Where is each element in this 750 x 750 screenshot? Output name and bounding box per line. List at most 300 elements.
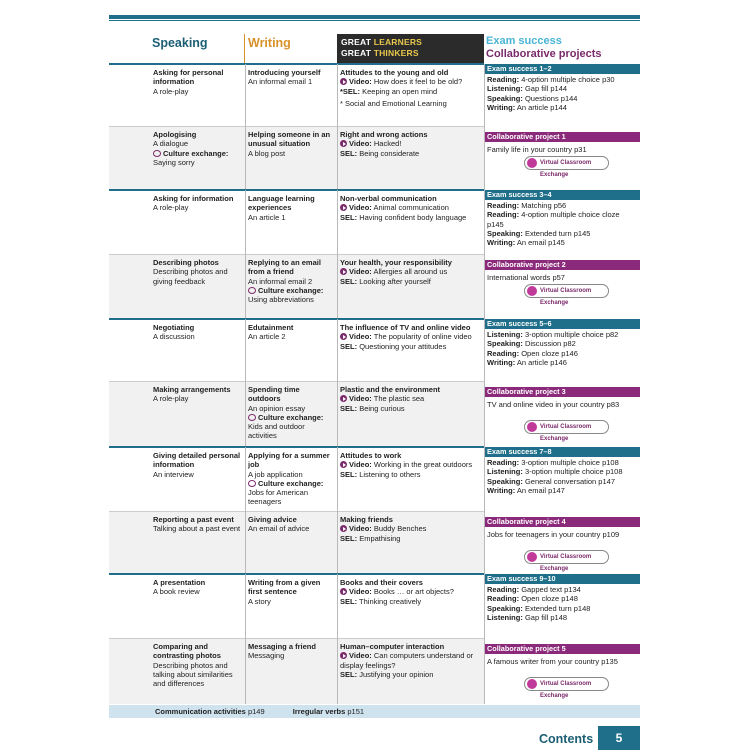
- culture-exchange-icon: [248, 480, 256, 487]
- exam-line-key: Reading:: [487, 594, 520, 604]
- exam-line-key: Speaking:: [487, 228, 523, 238]
- writing-title: Replying to an email from a friend: [248, 258, 321, 277]
- unit-2-mid-line: [109, 254, 484, 255]
- footer-irr-label: Irregular verbs: [292, 707, 346, 716]
- great-2a: GREAT: [341, 48, 374, 58]
- gl-title: Attitudes to work: [340, 451, 402, 460]
- exam-line-value: 4-option multiple choice cloze p145: [487, 210, 620, 229]
- collab-project-header: Collaborative project 3: [485, 387, 640, 397]
- gl-video-line: [340, 651, 482, 670]
- exam-line-key: Speaking:: [487, 603, 523, 613]
- great-learners-cell: [340, 130, 482, 158]
- unit-4-separator: [109, 446, 484, 448]
- exam-line-key: Listening:: [487, 330, 523, 339]
- writing-title: Edutainment: [248, 323, 294, 332]
- exam-line: [487, 486, 637, 495]
- exam-line-value: Gapped text p134: [521, 585, 581, 594]
- gl-sel-line: [340, 213, 482, 222]
- speaking-title: Negotiating: [153, 323, 195, 332]
- gl-video-line: [340, 267, 482, 276]
- great-learners-cell: [340, 578, 482, 606]
- gl-sel-line: [340, 149, 482, 158]
- exam-line-key: Reading:: [487, 210, 520, 220]
- video-icon: [340, 78, 347, 85]
- writing-sub: An informal email 1: [248, 77, 313, 87]
- writing-culture: [248, 413, 334, 422]
- speaking-cell: [153, 451, 241, 479]
- speaking-sub: A role-play: [153, 394, 189, 404]
- header-great-learners: [337, 34, 484, 63]
- video-label: Video:: [349, 524, 372, 534]
- exam-success-body: [487, 585, 637, 622]
- speaking-sub: A role-play: [153, 203, 189, 213]
- writing-cell: [248, 323, 334, 342]
- gl-title: Non-verbal communication: [340, 194, 437, 203]
- footer-bar: [109, 705, 640, 718]
- exam-success-body: [487, 458, 637, 495]
- video-label: Video:: [349, 267, 372, 277]
- unit-3-col-line-0: [245, 319, 246, 447]
- writing-sub: An opinion essay: [248, 403, 306, 413]
- contents-label: Contents: [539, 732, 594, 746]
- unit-3-col-line-1: [337, 319, 338, 447]
- sel-label: SEL:: [340, 276, 358, 286]
- exam-line-value: An email p145: [516, 238, 565, 248]
- gl-video: Working in the great outdoors: [373, 460, 473, 470]
- footer-comm-label: Communication activities: [155, 707, 246, 716]
- exam-line-key: Reading:: [487, 201, 520, 210]
- page-number: 5: [598, 726, 640, 750]
- vce-logo-icon: [527, 552, 537, 562]
- great-learners-cell: [340, 258, 482, 286]
- video-label: Video:: [349, 139, 372, 149]
- writing-sub: A story: [248, 596, 271, 606]
- video-label: Video:: [349, 332, 372, 342]
- speaking-title: Making arrangements: [153, 385, 231, 394]
- writing-culture: [248, 286, 334, 295]
- exam-line-value: 3-option multiple choice p108: [521, 458, 619, 467]
- gl-video-line: [340, 394, 482, 403]
- exam-success-header: Exam success 5–6: [485, 319, 640, 329]
- virtual-classroom-exchange-button[interactable]: [524, 550, 609, 572]
- writing-culture-sub: Kids and outdoor activities: [248, 422, 305, 441]
- great-2b: THINKERS: [373, 48, 419, 58]
- unit-1-col-line-0: [245, 64, 246, 190]
- exam-success-header: Exam success 1–2: [485, 64, 640, 74]
- exam-line-value: General conversation p147: [524, 476, 615, 486]
- writing-cell: [248, 194, 334, 222]
- exam-line-key: Writing:: [487, 238, 516, 248]
- gl-video: Books … or art objects?: [373, 587, 454, 597]
- unit-5-col-line-1: [337, 574, 338, 704]
- top-rule: [109, 15, 640, 19]
- great-learners-cell: [340, 642, 482, 679]
- exam-line-key: Reading:: [487, 348, 520, 358]
- gl-title: The influence of TV and online video: [340, 323, 471, 332]
- great-1b: LEARNERS: [373, 37, 423, 47]
- virtual-classroom-exchange-button[interactable]: [524, 284, 609, 306]
- speaking-title: A presentation: [153, 578, 206, 587]
- exam-line-key: Reading:: [487, 458, 520, 467]
- writing-cell: [248, 258, 334, 304]
- exam-line-key: Writing:: [487, 102, 516, 112]
- writing-cell: [248, 130, 334, 158]
- culture-exchange-icon: [153, 150, 161, 157]
- speaking-title: Asking for information: [153, 194, 234, 203]
- gl-sel: Thinking creatively: [359, 596, 422, 606]
- exam-line-value: Discussion p82: [524, 339, 576, 349]
- exam-line-key: Reading:: [487, 75, 520, 84]
- gl-sel-line: [340, 597, 482, 606]
- sel-label: SEL:: [340, 148, 358, 158]
- vce-logo-icon: [527, 158, 537, 168]
- video-icon: [340, 461, 347, 468]
- speaking-title: Describing photos: [153, 258, 219, 267]
- writing-sub: An email of advice: [248, 524, 310, 534]
- speaking-cell: [153, 515, 241, 534]
- video-label: Video:: [349, 460, 372, 470]
- great-learners-cell: [340, 323, 482, 351]
- footer-comm-page: p149: [247, 707, 265, 716]
- exam-line-value: 3-option multiple choice p108: [524, 467, 623, 477]
- collab-project-text: Jobs for teenagers in your country p109: [487, 530, 620, 539]
- vce-label: Virtual Classroom Exchange: [540, 681, 592, 699]
- gl-video: The plastic sea: [373, 394, 425, 404]
- speaking-sub: A role-play: [153, 86, 189, 96]
- exam-line-key: Reading:: [487, 585, 520, 594]
- gl-sel-line: [340, 277, 482, 286]
- gl-video-line: [340, 139, 482, 148]
- exam-success-header: Exam success 7–8: [485, 447, 640, 457]
- video-icon: [340, 204, 347, 211]
- exam-line-value: An article p144: [516, 102, 567, 112]
- collab-project-header: Collaborative project 2: [485, 260, 640, 270]
- sel-label: SEL:: [340, 403, 358, 413]
- culture-exchange-icon: [248, 414, 256, 421]
- unit-1-mid-line: [109, 126, 484, 127]
- exam-line: [487, 229, 637, 238]
- video-icon: [340, 525, 347, 532]
- exam-line: [487, 467, 637, 476]
- speaking-sub: Talking about a past event: [153, 524, 241, 534]
- writing-sub: An article 1: [248, 212, 286, 222]
- gl-sel: Having confident body language: [359, 212, 467, 222]
- speaking-title: Reporting a past event: [153, 515, 234, 524]
- gl-video-line: [340, 587, 482, 596]
- gl-title: Human–computer interaction: [340, 642, 445, 651]
- unit-2-separator: [109, 189, 484, 191]
- unit-3-separator: [109, 318, 484, 320]
- exam-line: [487, 594, 637, 603]
- video-label: Video:: [349, 394, 372, 404]
- sel-label: SEL:: [340, 469, 358, 479]
- video-label: Video:: [349, 587, 372, 597]
- writing-title: Language learning experiences: [248, 194, 315, 213]
- video-label: Video:: [349, 651, 372, 661]
- exam-line: [487, 613, 637, 622]
- exam-line: [487, 94, 637, 103]
- great-learners-cell: [340, 194, 482, 222]
- exam-line-key: Speaking:: [487, 93, 523, 103]
- vce-logo-icon: [527, 679, 537, 689]
- writing-sub: An article 2: [248, 332, 286, 342]
- vce-label: Virtual Classroom Exchange: [540, 424, 592, 442]
- header-writing: Writing: [244, 34, 336, 64]
- gl-sel: Looking after yourself: [359, 276, 431, 286]
- speaking-cell: [153, 130, 241, 167]
- gl-sel-line: [340, 470, 482, 479]
- great-learners-cell: [340, 451, 482, 479]
- virtual-classroom-exchange-button[interactable]: [524, 677, 609, 699]
- vce-logo-icon: [527, 422, 537, 432]
- speaking-sub: Describing photos and giving feedback: [153, 267, 228, 286]
- exam-line-key: Writing:: [487, 485, 516, 495]
- vce-label: Virtual Classroom Exchange: [540, 554, 592, 572]
- video-label: Video:: [349, 203, 372, 213]
- exam-line: [487, 75, 637, 84]
- gl-sel: Being considerate: [359, 148, 420, 158]
- speaking-sub: A discussion: [153, 332, 195, 342]
- writing-sub: A blog post: [248, 148, 286, 158]
- exam-line: [487, 358, 637, 367]
- collab-project-header: Collaborative project 4: [485, 517, 640, 527]
- gl-video: Allergies all around us: [373, 267, 448, 277]
- speaking-sub: Describing photos and talking about similarities and differences: [153, 660, 233, 689]
- sel-label: SEL:: [340, 341, 358, 351]
- exam-line: [487, 84, 637, 93]
- exam-success-body: [487, 330, 637, 367]
- gl-title: Right and wrong actions: [340, 130, 428, 139]
- exam-line-key: Speaking:: [487, 476, 523, 486]
- unit-4-mid-line: [109, 511, 484, 512]
- writing-title: Giving advice: [248, 515, 297, 524]
- right-column-border: [484, 64, 485, 704]
- gl-video: Animal communication: [373, 203, 449, 213]
- gl-sel: Being curious: [359, 403, 405, 413]
- speaking-culture: [153, 149, 241, 158]
- writing-cell: [248, 385, 334, 441]
- header-collab-label: Collaborative projects: [486, 48, 602, 60]
- gl-sel: Listening to others: [359, 469, 421, 479]
- gl-video-line: [340, 524, 482, 533]
- speaking-title: Asking for personal information: [153, 68, 224, 87]
- great-1a: GREAT: [341, 37, 374, 47]
- gl-sel-line: [340, 670, 482, 679]
- culture-label: Culture exchange:: [258, 412, 324, 422]
- culture-exchange-icon: [248, 287, 256, 294]
- video-icon: [340, 588, 347, 595]
- sel-label: SEL:: [340, 669, 358, 679]
- exam-line-key: Listening:: [487, 612, 523, 622]
- collab-project-header: Collaborative project 1: [485, 132, 640, 142]
- exam-line-value: Questions p144: [524, 93, 578, 103]
- writing-cell: [248, 578, 334, 606]
- culture-label: Culture exchange:: [258, 285, 324, 295]
- gl-video: Buddy Benches: [373, 524, 427, 534]
- exam-line-value: Matching p56: [521, 201, 567, 210]
- vce-label: Virtual Classroom Exchange: [540, 160, 592, 178]
- unit-5-col-line-0: [245, 574, 246, 704]
- writing-sub: An informal email 2: [248, 276, 313, 286]
- gl-video: Can computers understand or display feelings?: [340, 651, 474, 670]
- gl-title: Plastic and the environment: [340, 385, 441, 394]
- writing-title: Spending time outdoors: [248, 385, 300, 404]
- exam-line: [487, 103, 637, 112]
- exam-success-header: Exam success 3–4: [485, 190, 640, 200]
- writing-culture-sub: Using abbreviations: [248, 295, 314, 305]
- speaking-cell: [153, 385, 241, 404]
- sel-label: SEL:: [340, 596, 358, 606]
- vce-logo-icon: [527, 286, 537, 296]
- gl-sel: Questioning your attitudes: [359, 341, 447, 351]
- unit-1-separator: [109, 63, 484, 65]
- exam-line-value: Open cloze p146: [521, 348, 578, 358]
- collab-project-text: Family life in your country p31: [487, 145, 587, 154]
- gl-sel-line: [340, 404, 482, 413]
- header-speaking: Speaking: [152, 36, 208, 50]
- gl-sel-line: [340, 342, 482, 351]
- writing-cell: [248, 642, 334, 661]
- video-label: Video:: [349, 77, 372, 87]
- exam-line-key: Speaking:: [487, 339, 523, 349]
- gl-video: How does it feel to be old?: [373, 77, 463, 87]
- exam-success-body: [487, 75, 637, 112]
- vce-label: Virtual Classroom Exchange: [540, 288, 592, 306]
- writing-cell: [248, 515, 334, 534]
- gl-sel: Keeping an open mind: [362, 86, 438, 96]
- speaking-cell: [153, 578, 241, 597]
- exam-line: [487, 477, 637, 486]
- exam-line: [487, 458, 637, 467]
- speaking-sub: An interview: [153, 469, 194, 479]
- gl-video: Hacked!: [373, 139, 402, 149]
- header-exam-label: Exam success: [486, 35, 562, 47]
- gl-note: * Social and Emotional Learning: [340, 98, 447, 108]
- writing-title: Applying for a summer job: [248, 451, 330, 470]
- unit-2-col-line-0: [245, 190, 246, 319]
- exam-line-value: Extended turn p148: [524, 603, 591, 613]
- exam-line-key: Writing:: [487, 357, 516, 367]
- unit-5-separator: [109, 573, 484, 575]
- gl-video-line: [340, 332, 482, 341]
- gl-title: Making friends: [340, 515, 393, 524]
- exam-line-value: 3-option multiple choice p82: [524, 330, 619, 339]
- exam-line: [487, 604, 637, 613]
- virtual-classroom-exchange-button[interactable]: [524, 420, 609, 442]
- exam-line-value: Extended turn p145: [524, 228, 591, 238]
- gl-video: The popularity of online video: [373, 332, 472, 342]
- gl-title: Attitudes to the young and old: [340, 68, 449, 77]
- sel-label: *SEL:: [340, 86, 361, 96]
- exam-line: [487, 339, 637, 348]
- video-icon: [340, 395, 347, 402]
- exam-line-key: Listening:: [487, 467, 523, 477]
- gl-title: Your health, your responsibility: [340, 258, 452, 267]
- sel-label: SEL:: [340, 212, 358, 222]
- speaking-cell: [153, 68, 241, 96]
- exam-line-value: Gap fill p148: [524, 612, 568, 622]
- gl-sel: Justifying your opinion: [359, 669, 434, 679]
- gl-video-line: [340, 77, 482, 86]
- speaking-cell: [153, 323, 241, 342]
- exam-line-value: Open cloze p148: [521, 594, 578, 604]
- writing-title: Messaging a friend: [248, 642, 316, 651]
- exam-line: [487, 201, 637, 210]
- unit-2-col-line-1: [337, 190, 338, 319]
- exam-line-key: Listening:: [487, 84, 523, 94]
- video-icon: [340, 652, 347, 659]
- exam-success-body: [487, 201, 637, 247]
- writing-sub: Messaging: [248, 651, 285, 661]
- speaking-title: Comparing and contrasting photos: [153, 642, 221, 661]
- collab-project-text: International words p57: [487, 273, 565, 282]
- exam-line-value: 4-option multiple choice p30: [521, 75, 615, 84]
- video-icon: [340, 140, 347, 147]
- unit-4-col-line-0: [245, 447, 246, 574]
- speaking-sub: A book review: [153, 587, 200, 597]
- gl-sel-line: [340, 87, 482, 96]
- exam-success-header: Exam success 9–10: [485, 574, 640, 584]
- exam-line-value: An article p146: [516, 357, 567, 367]
- footer-irr-page: p151: [347, 707, 365, 716]
- exam-line-value: An email p147: [516, 485, 565, 495]
- writing-cell: [248, 68, 334, 87]
- speaking-cell: [153, 642, 241, 688]
- collab-project-text: A famous writer from your country p135: [487, 657, 618, 666]
- gl-sel: Empathising: [359, 533, 401, 543]
- speaking-cell: [153, 194, 241, 213]
- unit-3-mid-line: [109, 381, 484, 382]
- exam-line: [487, 585, 637, 594]
- exam-line: [487, 210, 637, 229]
- speaking-cell: [153, 258, 241, 286]
- great-learners-cell: [340, 515, 482, 543]
- speaking-title: Apologising: [153, 130, 197, 139]
- writing-title: Introducing yourself: [248, 68, 321, 77]
- writing-culture: [248, 479, 334, 488]
- writing-culture-sub: Jobs for American teenagers: [248, 488, 309, 507]
- writing-sub: A job application: [248, 469, 303, 479]
- gl-video-line: [340, 460, 482, 469]
- culture-label: Culture exchange:: [258, 478, 324, 488]
- virtual-classroom-exchange-button[interactable]: [524, 156, 609, 178]
- collab-project-header: Collaborative project 5: [485, 644, 640, 654]
- speaking-title: Giving detailed personal information: [153, 451, 241, 470]
- great-learners-cell: [340, 385, 482, 413]
- exam-line: [487, 330, 637, 339]
- collab-project-text: TV and online video in your country p83: [487, 400, 620, 409]
- gl-video-line: [340, 203, 482, 212]
- writing-title: Writing from a given first sentence: [248, 578, 321, 597]
- unit-4-col-line-1: [337, 447, 338, 574]
- speaking-culture-sub: Saying sorry: [153, 157, 195, 167]
- culture-label: Culture exchange:: [163, 148, 229, 158]
- unit-1-col-line-1: [337, 64, 338, 190]
- exam-line-value: Gap fill p144: [524, 84, 568, 94]
- exam-line: [487, 238, 637, 247]
- writing-cell: [248, 451, 334, 507]
- sel-label: SEL:: [340, 533, 358, 543]
- gl-title: Books and their covers: [340, 578, 423, 587]
- video-icon: [340, 333, 347, 340]
- writing-title: Helping someone in an unusual situation: [248, 130, 331, 149]
- gl-sel-line: [340, 534, 482, 543]
- speaking-sub: A dialogue: [153, 139, 189, 149]
- great-learners-cell: [340, 68, 482, 108]
- exam-line: [487, 349, 637, 358]
- video-icon: [340, 268, 347, 275]
- unit-5-mid-line: [109, 638, 484, 639]
